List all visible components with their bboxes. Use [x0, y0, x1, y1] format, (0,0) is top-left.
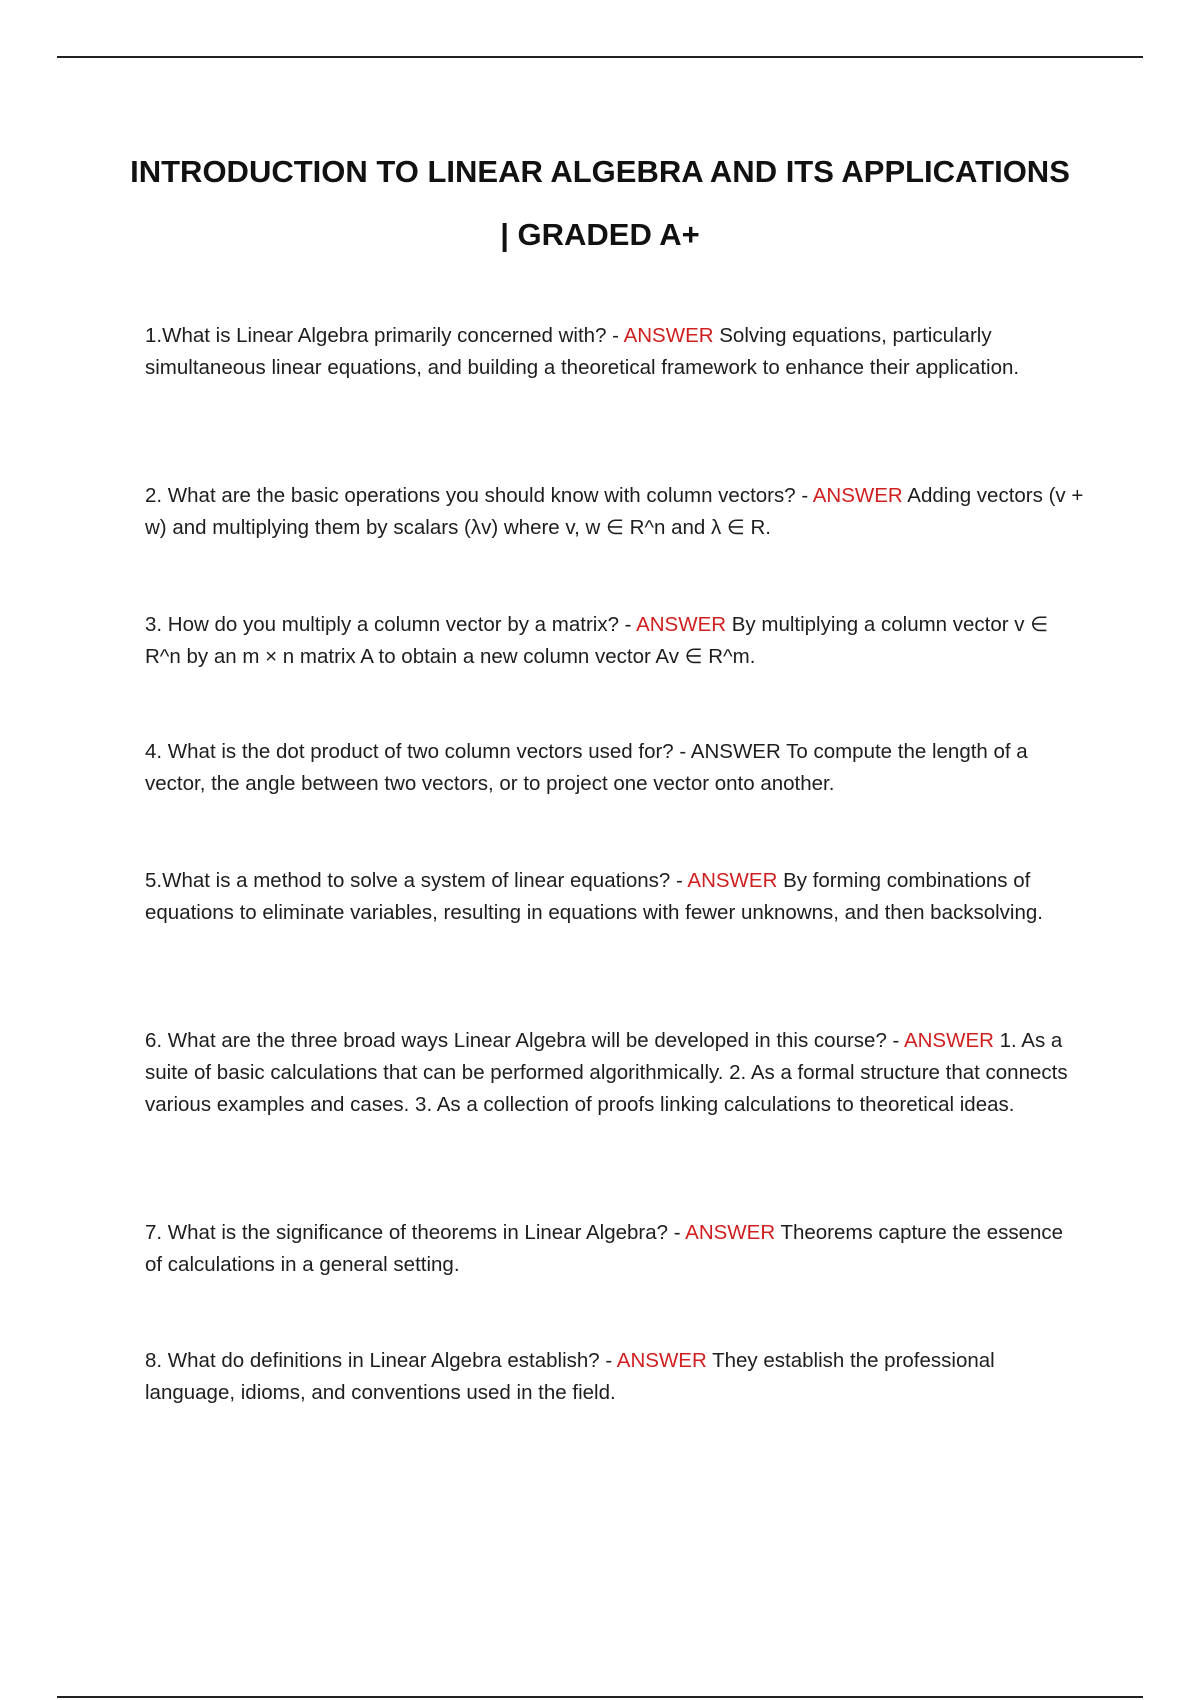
answer-text: 1. As a suite of basic calculations that can be performed algorithmically. 2. As a formal structure that connects various examples and cases. 3. As a collection of proofs linking calculations to theoretical ideas. — [145, 1029, 1068, 1116]
answer-text: By forming combinations of equations to eliminate variables, resulting in equations with fewer unknowns, and then backsolving. — [145, 869, 1043, 924]
answer-text: Theorems capture the essence of calculations in a general setting. — [145, 1221, 1064, 1276]
qa-item-7 — [145, 1217, 1085, 1281]
answer-label: ANSWER — [616, 1349, 707, 1372]
answer-label: ANSWER — [903, 1029, 994, 1052]
answer-text: Solving equations, particularly simultaneous linear equations, and building a theoretical framework to enhance their application. — [145, 324, 1020, 379]
question-text: 1.What is Linear Algebra primarily concerned with? - — [145, 324, 624, 347]
qa-item-3 — [145, 609, 1085, 673]
qa-item-2 — [145, 480, 1085, 544]
title-line-1: INTRODUCTION TO LINEAR ALGEBRA AND ITS APPLICATIONS — [130, 154, 1070, 189]
question-text: 3. How do you multiply a column vector by a matrix? - — [145, 613, 637, 636]
qa-item-4 — [145, 736, 1085, 800]
qa-item-8 — [145, 1345, 1085, 1409]
answer-label: ANSWER — [685, 1221, 776, 1244]
answer-label: ANSWER — [690, 740, 781, 763]
answer-text: Adding vectors (v + w) and multiplying them by scalars (λv) where v, w ∈ R^n and λ ∈ R. — [145, 484, 1084, 539]
answer-label: ANSWER — [623, 324, 714, 347]
answer-label: ANSWER — [812, 484, 903, 507]
answer-label: ANSWER — [636, 613, 727, 636]
question-text: 4. What is the dot product of two column vectors used for? - — [145, 740, 691, 763]
question-text: 7. What is the significance of theorems in Linear Algebra? - — [145, 1221, 686, 1244]
answer-text: They establish the professional language, idioms, and conventions used in the field. — [145, 1349, 995, 1404]
question-answer-list — [145, 0, 1085, 1700]
qa-item-6 — [145, 1025, 1085, 1121]
question-text: 5.What is a method to solve a system of linear equations? - — [145, 869, 688, 892]
title-line-2: | GRADED A+ — [500, 217, 700, 252]
qa-item-5 — [145, 865, 1085, 929]
answer-text: To compute the length of a vector, the angle between two vectors, or to project one vector onto another. — [145, 740, 1028, 795]
question-text: 6. What are the three broad ways Linear Algebra will be developed in this course? - — [145, 1029, 904, 1052]
answer-text: By multiplying a column vector v ∈ R^n by an m × n matrix A to obtain a new column vector Av ∈ R^m. — [145, 613, 1049, 668]
question-text: 8. What do definitions in Linear Algebra establish? - — [145, 1349, 617, 1372]
qa-item-1 — [145, 320, 1085, 384]
question-text: 2. What are the basic operations you should know with column vectors? - — [145, 484, 813, 507]
bottom-rule — [57, 1696, 1143, 1698]
answer-label: ANSWER — [687, 869, 778, 892]
